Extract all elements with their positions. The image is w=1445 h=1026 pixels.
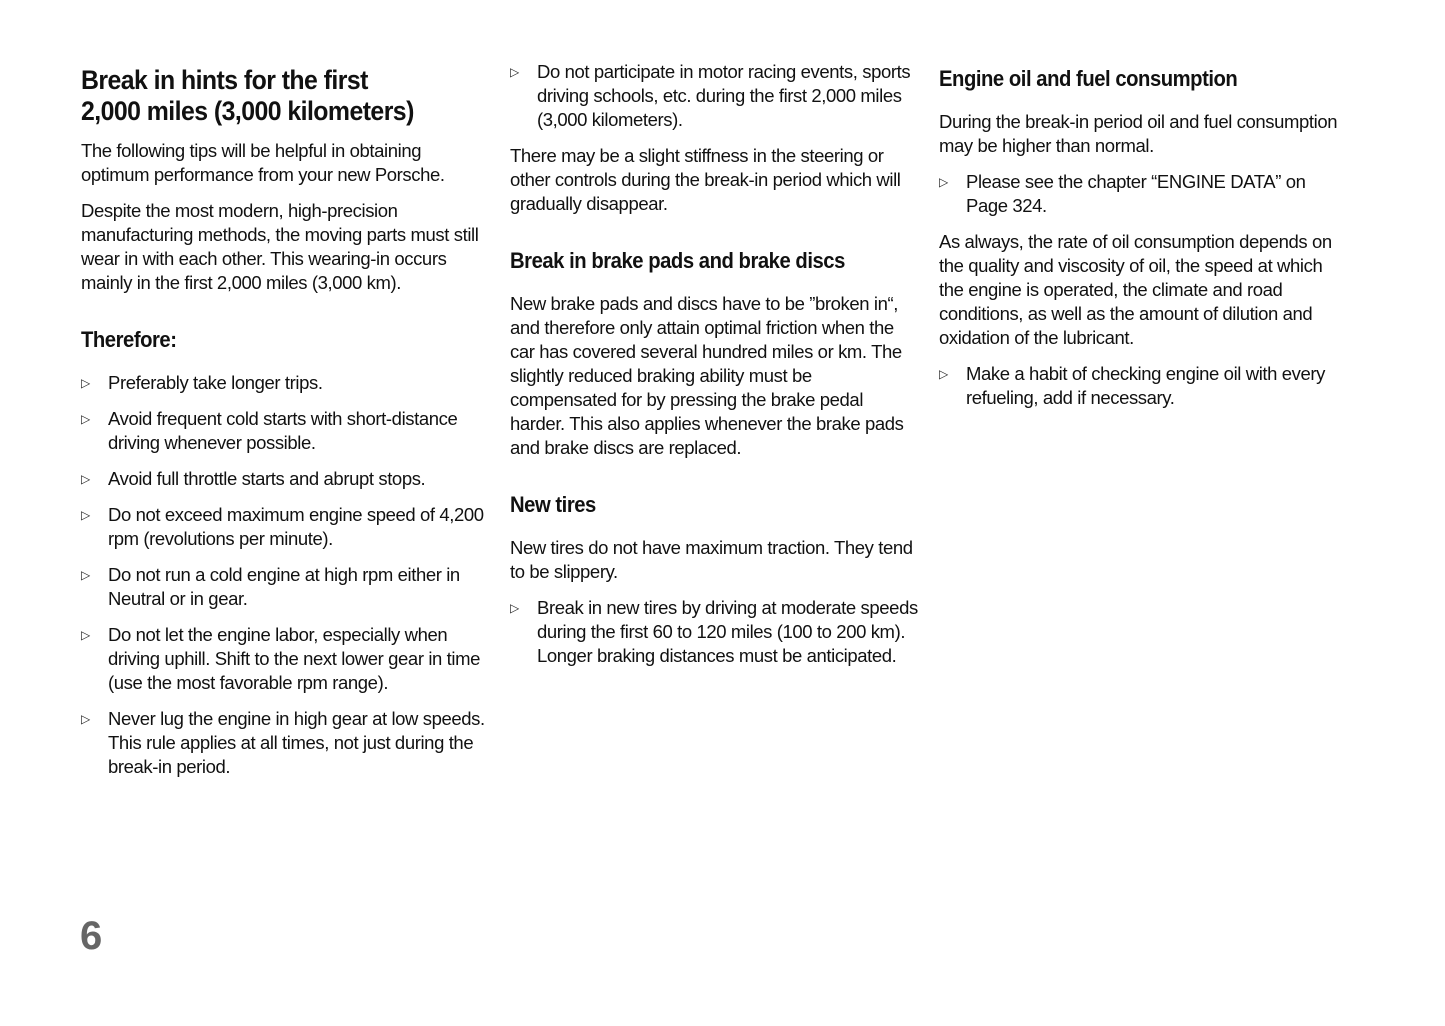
- intro-paragraph-2: Despite the most modern, high-precision manufacturing methods, the moving parts must still wear in with each other. This wearing-in occurs mainly in the first 2,000 miles (3,000 km).: [81, 200, 479, 293]
- list-item: ▷ Make a habit of checking engine oil with every refueling, add if necessary.: [939, 363, 1326, 408]
- list-item: ▷ Please see the chapter “ENGINE DATA” on Page 324.: [939, 171, 1306, 216]
- bullet-triangle-icon: ▷: [81, 568, 90, 582]
- oil-paragraph-2: As always, the rate of oil consumption depends on the quality and viscosity of oil, the speed at which the engine is operated, the climate and road conditions, as well as the amount of dilution and oxidation of the lubricant.: [939, 231, 1332, 348]
- page-number: 6: [80, 914, 103, 958]
- bullet-triangle-icon: ▷: [939, 175, 948, 189]
- list-item: ▷ Do not let the engine labor, especially when driving uphill. Shift to the next lower gear in time (use the most favorable rpm range).: [81, 624, 481, 693]
- column-left: [81, 60, 491, 791]
- column-right: [939, 60, 1349, 422]
- tires-bullet-list: [510, 596, 920, 668]
- list-item: ▷ Never lug the engine in high gear at low speeds. This rule applies at all times, not just during the break-in period.: [81, 708, 485, 777]
- list-item: ▷ Avoid frequent cold starts with short-distance driving whenever possible.: [81, 408, 458, 453]
- oil-heading: Engine oil and fuel consumption: [939, 66, 1238, 91]
- intro-paragraph-1: The following tips will be helpful in obtaining optimum performance from your new Porsche.: [81, 140, 445, 185]
- column-middle: [510, 60, 920, 680]
- bullet-triangle-icon: ▷: [510, 601, 519, 615]
- brake-heading: Break in brake pads and brake discs: [510, 248, 845, 273]
- bullet-triangle-icon: ▷: [81, 376, 90, 390]
- bullet-triangle-icon: ▷: [81, 628, 90, 642]
- bullet-triangle-icon: ▷: [81, 472, 90, 486]
- brake-paragraph: New brake pads and discs have to be ”broken in“, and therefore only attain optimal friction when the car has covered several hundred miles or km. The slightly reduced braking ability must be compensated for by pressing the brake pedal harder. This also applies whenever the brake pads and brake discs are replaced.: [510, 293, 904, 458]
- tires-heading: New tires: [510, 492, 596, 517]
- bullet-triangle-icon: ▷: [81, 712, 90, 726]
- racing-bullet-list: [510, 60, 920, 132]
- bullet-triangle-icon: ▷: [939, 367, 948, 381]
- tires-paragraph: New tires do not have maximum traction. They tend to be slippery.: [510, 537, 913, 582]
- list-item: ▷ Break in new tires by driving at moderate speeds during the first 60 to 120 miles (100 to 200 km). Longer braking distances must be anticipated.: [510, 597, 918, 666]
- oil-paragraph-1: During the break-in period oil and fuel consumption may be higher than normal.: [939, 111, 1338, 156]
- list-item: ▷ Do not exceed maximum engine speed of 4,200 rpm (revolutions per minute).: [81, 504, 484, 549]
- page-title: [81, 65, 486, 127]
- list-item: ▷ Preferably take longer trips.: [81, 372, 323, 393]
- therefore-bullet-list: [81, 371, 491, 779]
- bullet-triangle-icon: ▷: [81, 508, 90, 522]
- bullet-triangle-icon: ▷: [510, 65, 519, 79]
- list-item: ▷ Do not run a cold engine at high rpm either in Neutral or in gear.: [81, 564, 460, 609]
- oil-bullet-list-1: [939, 170, 1349, 218]
- stiffness-paragraph: There may be a slight stiffness in the steering or other controls during the break-in period which will gradually disappear.: [510, 145, 901, 214]
- list-item: ▷ Do not participate in motor racing events, sports driving schools, etc. during the first 2,000 miles (3,000 kilometers).: [510, 61, 911, 130]
- list-item: ▷ Avoid full throttle starts and abrupt stops.: [81, 468, 426, 489]
- oil-bullet-list-2: [939, 362, 1349, 410]
- page-title-line-2: 2,000 miles (3,000 kilometers): [81, 96, 414, 126]
- page-title-line-1: Break in hints for the first: [81, 65, 368, 95]
- therefore-heading: Therefore:: [81, 327, 177, 352]
- bullet-triangle-icon: ▷: [81, 412, 90, 426]
